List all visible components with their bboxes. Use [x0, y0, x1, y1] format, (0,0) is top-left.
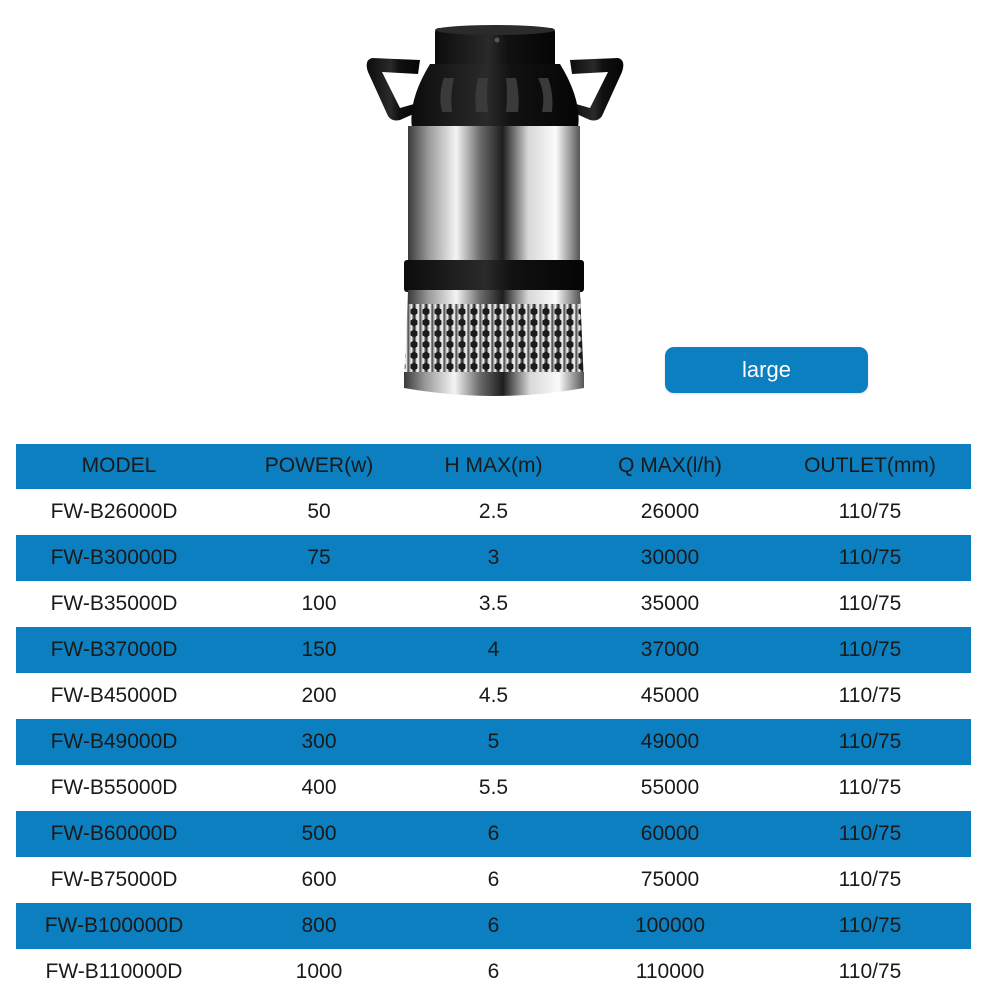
- cell-model: FW-B55000D: [50, 776, 178, 799]
- cell-power: 200: [301, 684, 337, 707]
- product-image: [360, 20, 630, 405]
- table-row: [16, 949, 971, 995]
- cell-power: 400: [301, 776, 337, 799]
- cell-model: FW-B37000D: [50, 638, 178, 661]
- cell-model: FW-B45000D: [50, 684, 178, 707]
- cell-q-max: 75000: [640, 868, 700, 891]
- cell-model: FW-B60000D: [50, 822, 178, 845]
- cell-power: 1000: [295, 960, 343, 983]
- table-row: [16, 535, 971, 581]
- table-row: [16, 811, 971, 857]
- cell-q-max: 55000: [640, 776, 700, 799]
- cell-outlet: 110/75: [838, 868, 902, 891]
- table-row: [16, 903, 971, 949]
- cell-outlet: 110/75: [838, 638, 902, 661]
- table-row: [16, 489, 971, 535]
- cell-h-max: 5.5: [478, 776, 509, 799]
- cell-q-max: 35000: [640, 592, 700, 615]
- cell-outlet: 110/75: [838, 776, 902, 799]
- cell-h-max: 6: [487, 868, 500, 891]
- column-header-h-max: H MAX(m): [444, 453, 543, 477]
- cell-q-max: 45000: [640, 684, 700, 707]
- size-badge-label: large: [742, 357, 791, 382]
- cell-h-max: 2.5: [478, 500, 509, 523]
- cell-q-max: 49000: [640, 730, 700, 753]
- spec-table: [16, 444, 971, 995]
- column-header-q-max: Q MAX(l/h): [618, 453, 722, 477]
- pump-illustration: [360, 20, 630, 405]
- table-row: [16, 581, 971, 627]
- cell-power: 50: [307, 500, 331, 523]
- cell-q-max: 37000: [640, 638, 700, 661]
- cell-model: FW-B100000D: [44, 914, 184, 937]
- table-header-row: [16, 444, 971, 489]
- cell-outlet: 110/75: [838, 546, 902, 569]
- cell-q-max: 60000: [640, 822, 700, 845]
- cell-model: FW-B26000D: [50, 500, 178, 523]
- cell-outlet: 110/75: [838, 914, 902, 937]
- table-row: [16, 719, 971, 765]
- cell-outlet: 110/75: [838, 592, 902, 615]
- cell-power: 150: [301, 638, 337, 661]
- cell-outlet: 110/75: [838, 500, 902, 523]
- cell-outlet: 110/75: [838, 960, 902, 983]
- column-header-power: POWER(w): [264, 453, 374, 477]
- cell-power: 75: [307, 546, 331, 569]
- cell-model: FW-B30000D: [50, 546, 178, 569]
- cell-model: FW-B75000D: [50, 868, 178, 891]
- cell-q-max: 110000: [635, 960, 705, 983]
- cell-h-max: 6: [487, 914, 500, 937]
- cell-model: FW-B35000D: [50, 592, 178, 615]
- table-row: [16, 765, 971, 811]
- cell-h-max: 6: [487, 822, 500, 845]
- cell-h-max: 4.5: [478, 684, 509, 707]
- cell-outlet: 110/75: [838, 822, 902, 845]
- cell-power: 300: [301, 730, 337, 753]
- table-row: [16, 857, 971, 903]
- cell-h-max: 5: [487, 730, 500, 753]
- table-row: [16, 673, 971, 719]
- cell-power: 100: [301, 592, 337, 615]
- cell-outlet: 110/75: [838, 730, 902, 753]
- cell-power: 800: [301, 914, 337, 937]
- column-header-model: MODEL: [81, 453, 157, 477]
- size-badge: [665, 347, 868, 393]
- column-header-outlet: OUTLET(mm): [804, 453, 936, 477]
- cell-model: FW-B110000D: [45, 960, 183, 983]
- cell-power: 600: [301, 868, 337, 891]
- cell-q-max: 26000: [640, 500, 700, 523]
- cell-q-max: 30000: [640, 546, 700, 569]
- cell-outlet: 110/75: [838, 684, 902, 707]
- cell-model: FW-B49000D: [50, 730, 178, 753]
- cell-h-max: 6: [487, 960, 500, 983]
- cell-power: 500: [301, 822, 337, 845]
- cell-h-max: 4: [487, 638, 500, 661]
- cell-h-max: 3.5: [478, 592, 509, 615]
- table-row: [16, 627, 971, 673]
- cell-q-max: 100000: [634, 914, 706, 937]
- cell-h-max: 3: [487, 546, 500, 569]
